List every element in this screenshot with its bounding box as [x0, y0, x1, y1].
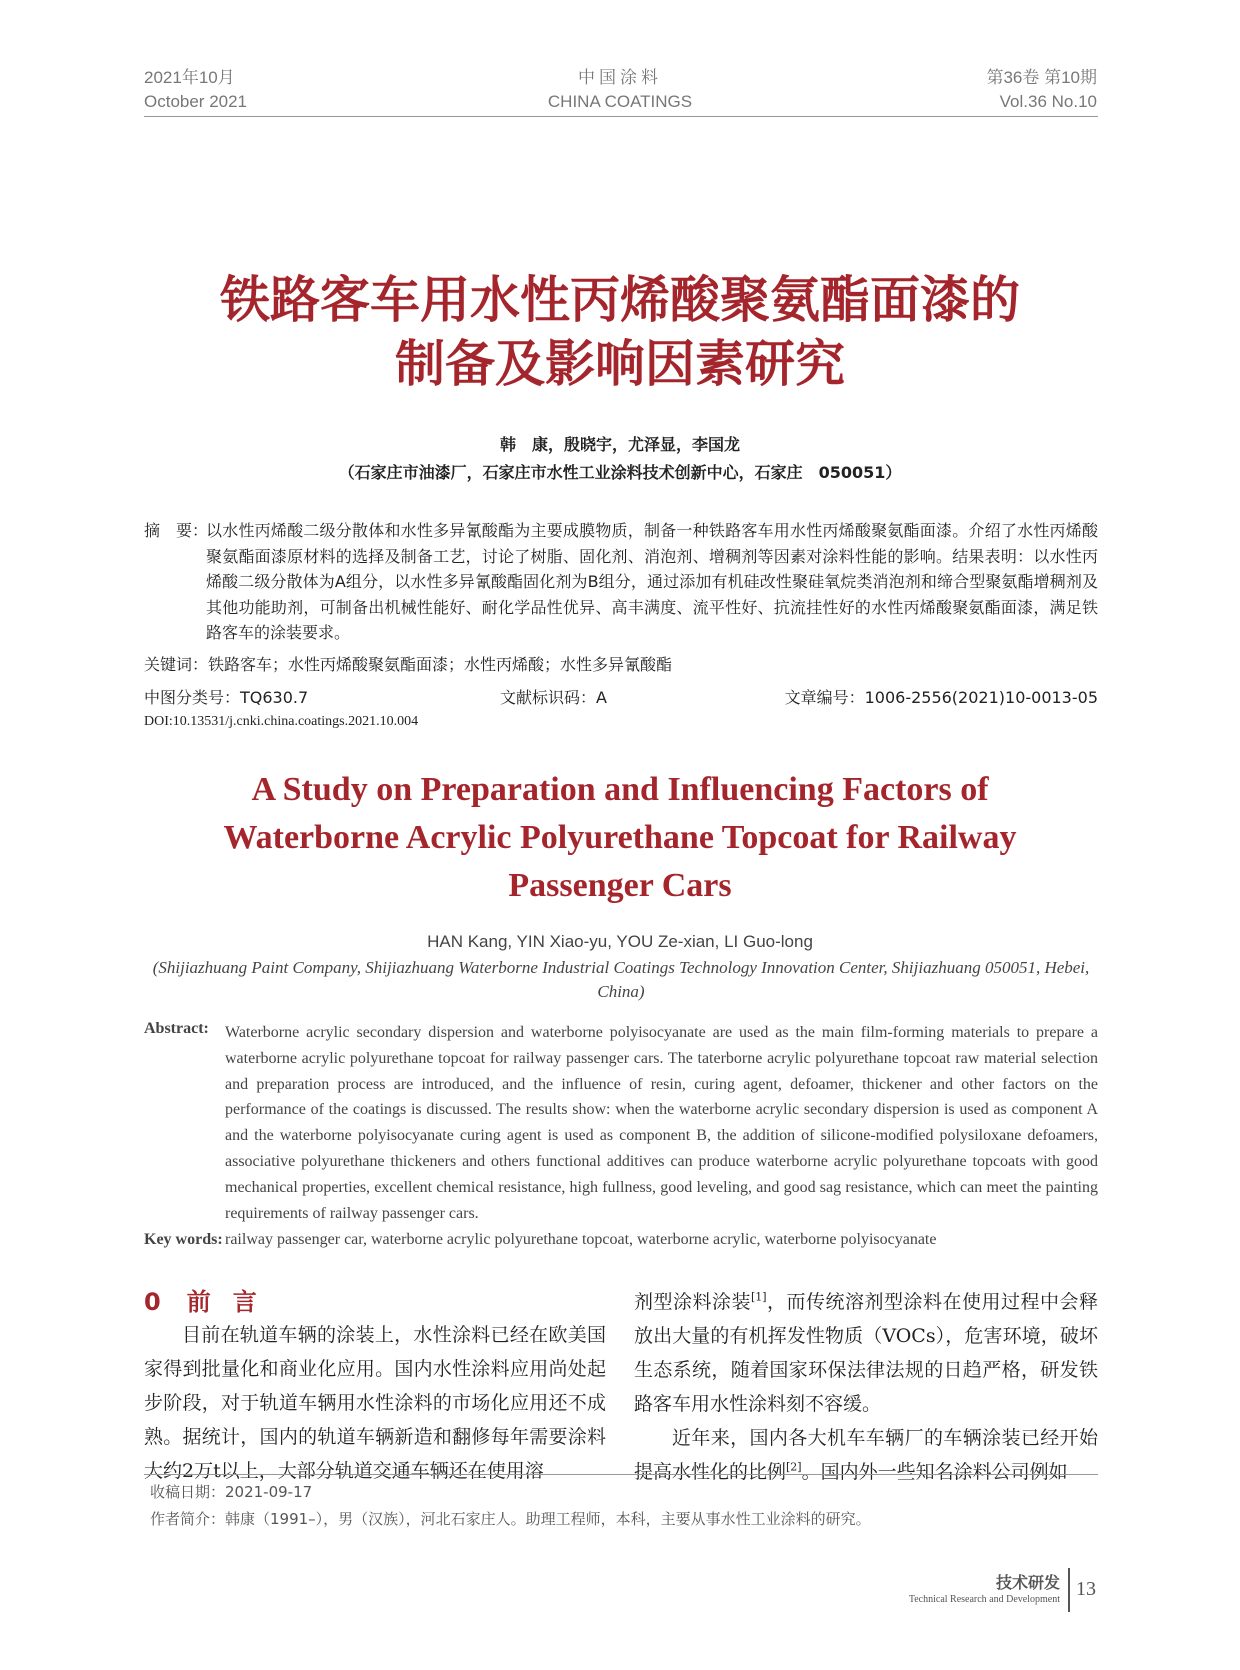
- title-en-line3: Passenger Cars: [508, 867, 732, 904]
- abstract-cn-label: 摘 要：: [144, 521, 209, 540]
- footer-section-en: Technical Research and Development: [908, 1594, 1060, 1605]
- body-text: 近年来，国内各大机车车辆厂的车辆涂装已经开始提高水性化的比例: [634, 1427, 1098, 1483]
- body-column-right: [634, 1285, 1098, 1489]
- footer-section-cn: 技术研发: [995, 1573, 1060, 1592]
- body-paragraph: 目前在轨道车辆的涂装上，水性涂料已经在欧美国家得到批量化和商业化应用。国内水性涂料应用尚处起步阶段，对于轨道车辆用水性涂料的市场化应用还不成熟。据统计，国内的轨道车辆新造和翻修每年需要涂料大约2万t以上，大部分轨道交通车辆还在使用溶: [144, 1324, 606, 1482]
- footer-divider: [1068, 1568, 1070, 1612]
- section-heading: [144, 1282, 279, 1317]
- footnote-received: 收稿日期：2021-09-17: [150, 1483, 313, 1501]
- title-cn: [0, 268, 1240, 396]
- article-number: 文章编号：1006-2556(2021)10-0013-05: [784, 688, 1098, 707]
- section-number: 0: [144, 1288, 163, 1316]
- abstract-cn-text: 以水性丙烯酸二级分散体和水性多异氰酸酯为主要成膜物质，制备一种铁路客车用水性丙烯酸聚氨酯面漆。介绍了水性丙烯酸聚氨酯面漆原材料的选择及制备工艺，讨论了树脂、固化剂、消泡剂、增稠剂等因素对涂料性能的影响。结果表明：以水性丙烯酸二级分散体为A组分，以水性多异氰酸酯固化剂为B组分，通过添加有机硅改性聚硅氧烷类消泡剂和缔合型聚氨酯增稠剂及其他功能助剂，可制备出机械性能好、耐化学品性优异、高丰满度、流平性好、抗流挂性好的水性丙烯酸聚氨酯面漆，满足铁路客车的涂装要求。: [206, 521, 1098, 643]
- header-volume-en: Vol.36 No.10: [999, 92, 1097, 111]
- keywords-cn: 关键词：铁路客车；水性丙烯酸聚氨酯面漆；水性丙烯酸；水性多异氰酸酯: [144, 655, 673, 674]
- body-paragraph: [634, 1421, 1098, 1489]
- authors-en: HAN Kang, YIN Xiao-yu, YOU Ze-xian, LI Guo-long: [427, 932, 813, 951]
- header-journal-en: CHINA COATINGS: [547, 92, 693, 111]
- keywords-en-label: Key words:: [144, 1231, 223, 1248]
- abstract-en-text: Waterborne acrylic secondary dispersion and waterborne polyisocyanate are used as the main film-forming materials to prepare a waterborne acrylic polyurethane topcoat for railway passenger cars. The taterborne acrylic polyurethane topcoat raw material selection and preparation process are introduced, and the influence of resin, curing agent, defoamer, thickener and other factors on the performance of the coatings is discussed. The results show: when the waterborne acrylic secondary dispersion is used as component A and the waterborne polyisocyanate curing agent is used as component B, the addition of silicone-modified polysiloxane defoamers, associative polyurethane thickeners and others functional additives can produce waterborne acrylic polyurethane topcoats with good mechanical properties, excellent chemical resistance, high fullness, good leveling, and good sag resistance, which can meet the painting requirements of railway passenger cars.: [225, 1024, 1098, 1222]
- citation-ref[interactable]: [1]: [750, 1290, 767, 1304]
- title-cn-line1: 铁路客车用水性丙烯酸聚氨酯面漆的: [220, 271, 1020, 329]
- section-title: 前言: [186, 1288, 279, 1316]
- header-volume: [986, 66, 1097, 114]
- body-text: ，而传统溶剂型涂料在使用过程中会释放出大量的有机挥发性物质（VOCs），危害环境，破坏生态系统，随着国家环保法律法规的日趋严格，研发铁路客车用水性涂料刻不容缓。: [634, 1291, 1098, 1415]
- affiliation-cn: （石家庄市油漆厂，石家庄市水性工业涂料技术创新中心，石家庄 050051）: [338, 463, 902, 482]
- header-date-cn: 2021年10月: [144, 68, 235, 87]
- footnote-divider: [144, 1474, 1098, 1475]
- body-text: 。国内外一些知名涂料公司例如: [801, 1461, 1068, 1483]
- title-cn-line2: 制备及影响因素研究: [395, 335, 845, 393]
- citation-ref[interactable]: [2]: [786, 1460, 802, 1474]
- authors-cn: 韩 康，殷晓宇，尤泽显，李国龙: [499, 435, 740, 454]
- affiliation-en: (Shijiazhuang Paint Company, Shijiazhuang Waterborne Industrial Coatings Technology Innovation Center, Shijiazhuang 050051, Hebei, China): [152, 958, 1090, 1001]
- header-divider: [144, 116, 1098, 117]
- header-journal-cn: 中国涂料: [578, 68, 662, 87]
- title-en-line2: Waterborne Acrylic Polyurethane Topcoat for Railway: [223, 819, 1017, 856]
- body-column-left: [144, 1318, 606, 1488]
- doi: DOI:10.13531/j.cnki.china.coatings.2021.10.004: [144, 714, 419, 729]
- header-volume-cn: 第36卷 第10期: [986, 68, 1097, 87]
- body-paragraph: [634, 1285, 1098, 1421]
- footnote-author-bio: 作者简介：韩康（1991–），男（汉族），河北石家庄人。助理工程师，本科，主要从事水性工业涂料的研究。: [150, 1510, 871, 1528]
- clc-number: 中图分类号：TQ630.7: [144, 688, 309, 707]
- classification-row: [144, 685, 1098, 707]
- page-number: 13: [1076, 1578, 1096, 1600]
- title-en-line1: A Study on Preparation and Influencing Factors of: [251, 771, 989, 808]
- document-code: 文献标识码：A: [500, 688, 607, 707]
- abstract-en-label: Abstract:: [144, 1020, 209, 1037]
- body-text: 剂型涂料涂装: [634, 1291, 751, 1313]
- keywords-en-text: railway passenger car, waterborne acrylic polyurethane topcoat, waterborne acrylic, waterborne polyisocyanate: [225, 1231, 937, 1248]
- title-en: [0, 766, 1240, 910]
- header-date-en: October 2021: [144, 92, 248, 111]
